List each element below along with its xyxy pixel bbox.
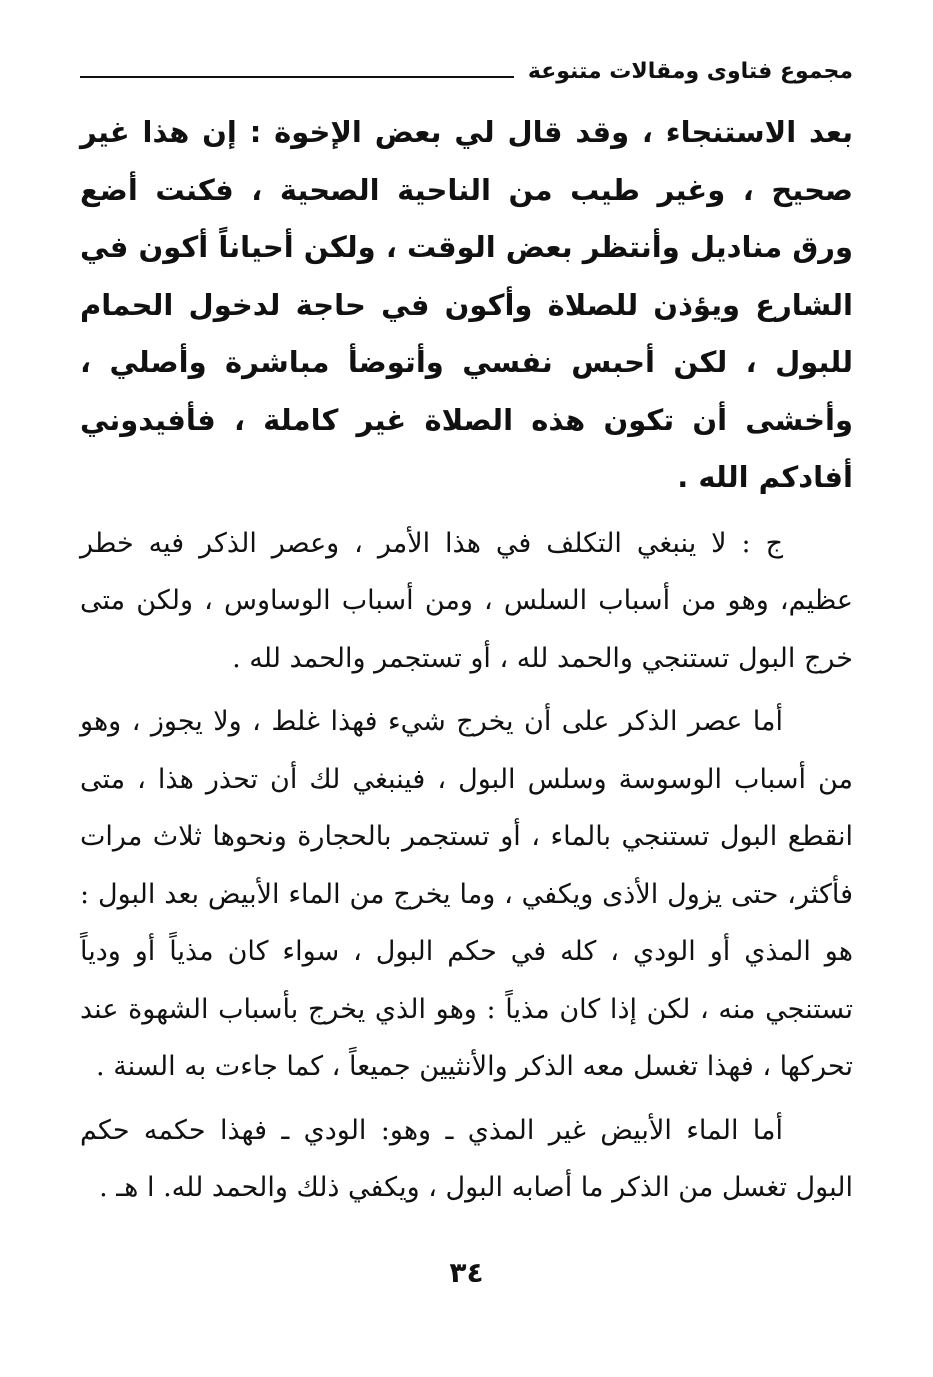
page-number: ٣٤ <box>449 1256 484 1289</box>
fatwa-body <box>80 104 853 1217</box>
header-title: مجموع فتاوى ومقالات متنوعة <box>527 59 853 84</box>
header-rule <box>80 76 514 78</box>
question-paragraph: بعد الاستنجاء ، وقد قال لي بعض الإخوة : إن هذا غير صحيح ، وغير طيب من الناحية الصحية ، فكنت أضع ورق مناديل وأنتظر بعض الوقت ، ولكن أحياناً أكون في الشارع ويؤذن للصلاة وأكون في حاجة لدخول الحمام للبول ، لكن أحبس نفسي وأتوضأ مباشرة وأصلي ، وأخشى أن تكون هذه الصلاة غير كاملة ، فأفيدوني أفادكم الله . <box>80 115 853 494</box>
running-header <box>80 46 853 86</box>
answer-paragraph-3: أما الماء الأبيض غير المذي ـ وهو: الودي ـ فهذا حكمه حكم البول تغسل من الذكر ما أصابه البول ، ويكفي ذلك والحمد لله. ا هـ . <box>80 1114 853 1203</box>
answer-paragraph-2: أما عصر الذكر على أن يخرج شيء فهذا غلط ، ولا يجوز ، وهو من أسباب الوسوسة وسلس البول ، فينبغي لك أن تحذر هذا ، متى انقطع البول تستنجي بالماء ، أو تستجمر بالحجارة ونحوها ثلاث مرات فأكثر، حتى يزول الأذى ويكفي ، وما يخرج من الماء الأبيض بعد البول : هو المذي أو الودي ، كله في حكم البول ، سواء كان مذياً أو ودياً تستنجي منه ، لكن إذا كان مذياً : وهو الذي يخرج بأسباب الشهوة عند تحركها ، فهذا تغسل معه الذكر والأنثيين جميعاً ، كما جاءت به السنة . <box>80 706 853 1082</box>
answer-paragraph-1: ج : لا ينبغي التكلف في هذا الأمر ، وعصر الذكر فيه خطر عظيم، وهو من أسباب السلس ، ومن أسباب الوساوس ، ولكن متى خرج البول تستنجي والحمد لله ، أو تستجمر والحمد لله . <box>80 527 853 674</box>
